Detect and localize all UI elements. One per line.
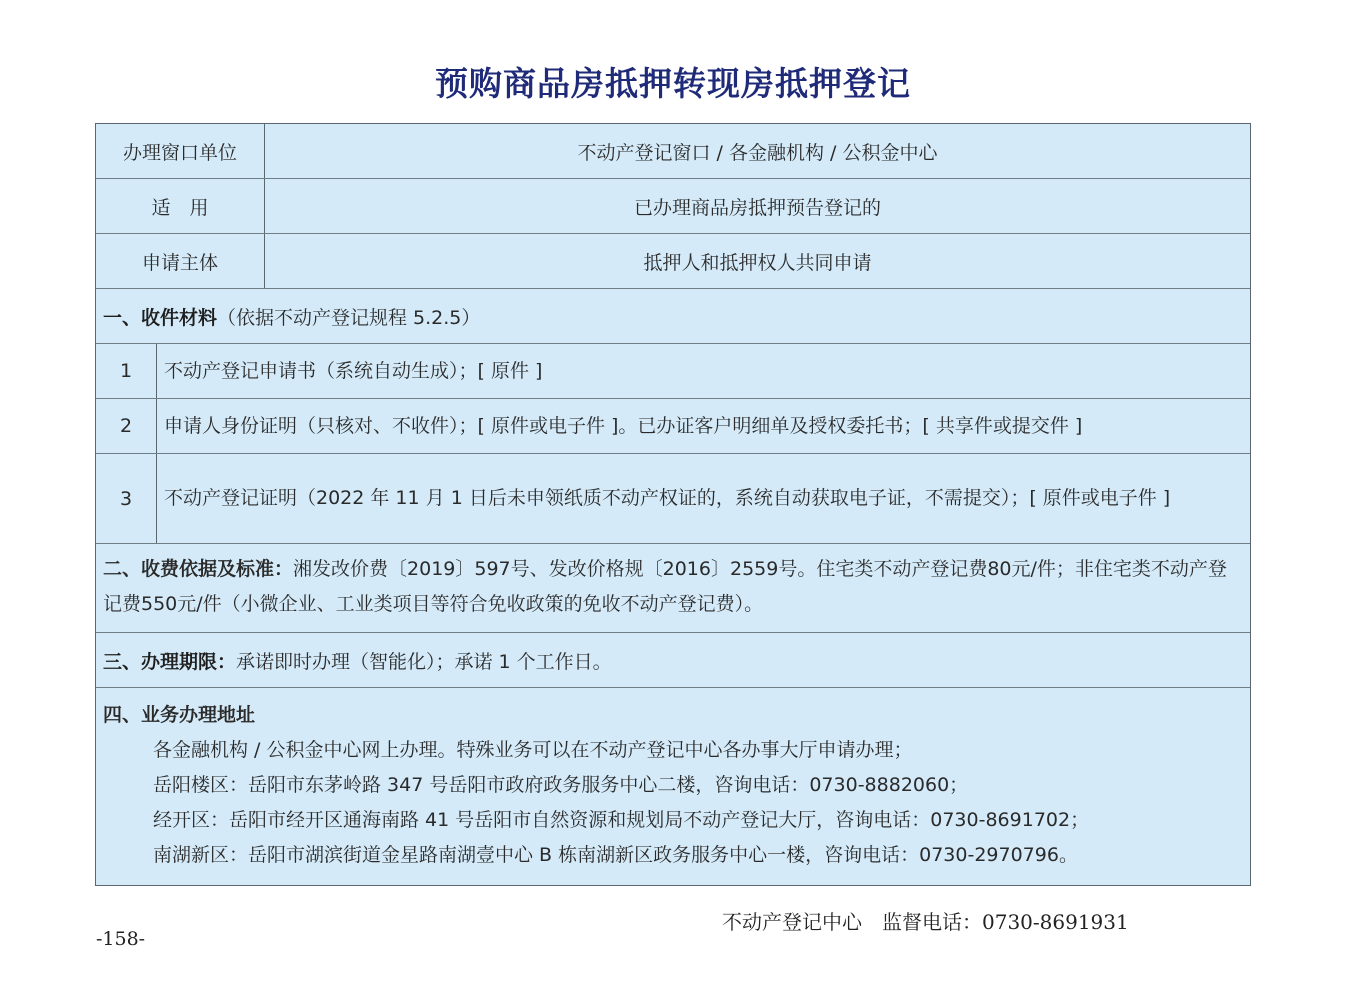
row-value: 抵押人和抵押权人共同申请 [643,251,872,274]
material-item [96,344,1250,399]
address-section [96,688,1250,885]
period-section [96,633,1250,688]
item-text: 不动产登记申请书（系统自动生成）；[ 原件 ] [164,359,543,382]
item-number: 3 [96,454,157,543]
row-label: 申请主体 [96,234,265,288]
period-text: 承诺即时办理（智能化）；承诺 1 个工作日。 [236,650,612,673]
info-row-window [96,124,1250,179]
materials-section-header [96,289,1250,344]
address-line: 岳阳楼区：岳阳市东茅岭路 347 号岳阳市政府政务服务中心二楼，咨询电话：0730-8882060； [153,774,969,796]
item-number: 2 [96,399,157,453]
row-label: 办理窗口单位 [96,124,265,178]
section-heading: 四、业务办理地址 [103,704,256,726]
material-item [96,454,1250,544]
item-number: 1 [96,344,157,398]
page-title: 预购商品房抵押转现房抵押登记 [435,64,911,103]
row-value: 已办理商品房抵押预告登记的 [633,196,881,219]
section-note: （依据不动产登记规程 5.2.5） [217,306,481,329]
fees-section [96,544,1250,633]
section-heading: 二、收费依据及标准： [103,558,294,580]
item-text: 不动产登记证明（2022 年 11 月 1 日后未申领纸质不动产权证的，系统自动获取电子证，不需提交）；[ 原件或电子件 ] [164,487,1171,509]
row-label: 适 用 [96,179,265,233]
info-row-applicant [96,234,1250,289]
section-heading: 三、办理期限： [103,650,237,673]
address-line: 南湖新区：岳阳市湖滨街道金星路南湖壹中心 B 栋南湖新区政务服务中心一楼，咨询电话：0730-2970796。 [153,844,1078,866]
address-line: 各金融机构 / 公积金中心网上办理。特殊业务可以在不动产登记中心各办事大厅申请办理； [153,739,913,761]
item-text: 申请人身份证明（只核对、不收件）；[ 原件或电子件 ]。已办证客户明细单及授权委托书；[ 共享件或提交件 ] [164,414,1083,437]
footer-hotline: 不动产登记中心 监督电话：0730-8691931 [722,910,1129,934]
section-heading: 一、收件材料 [103,306,218,329]
material-item [96,399,1250,454]
row-value: 不动产登记窗口 / 各金融机构 / 公积金中心 [577,141,938,164]
info-table [95,123,1251,886]
page-number: -158- [96,928,146,950]
address-line: 经开区：岳阳市经开区通海南路 41 号岳阳市自然资源和规划局不动产登记大厅，咨询电话：0730-8691702； [153,809,1090,831]
info-row-applicable [96,179,1250,234]
fees-text: 湘发改价费〔2019〕597号、发改价格规〔2016〕2559号。住宅类不动产登记费80元/件；非住宅类不动产登记费550元/件（小微企业、工业类项目等符合免收政策的免收不动产登记费）。 [103,558,1227,615]
